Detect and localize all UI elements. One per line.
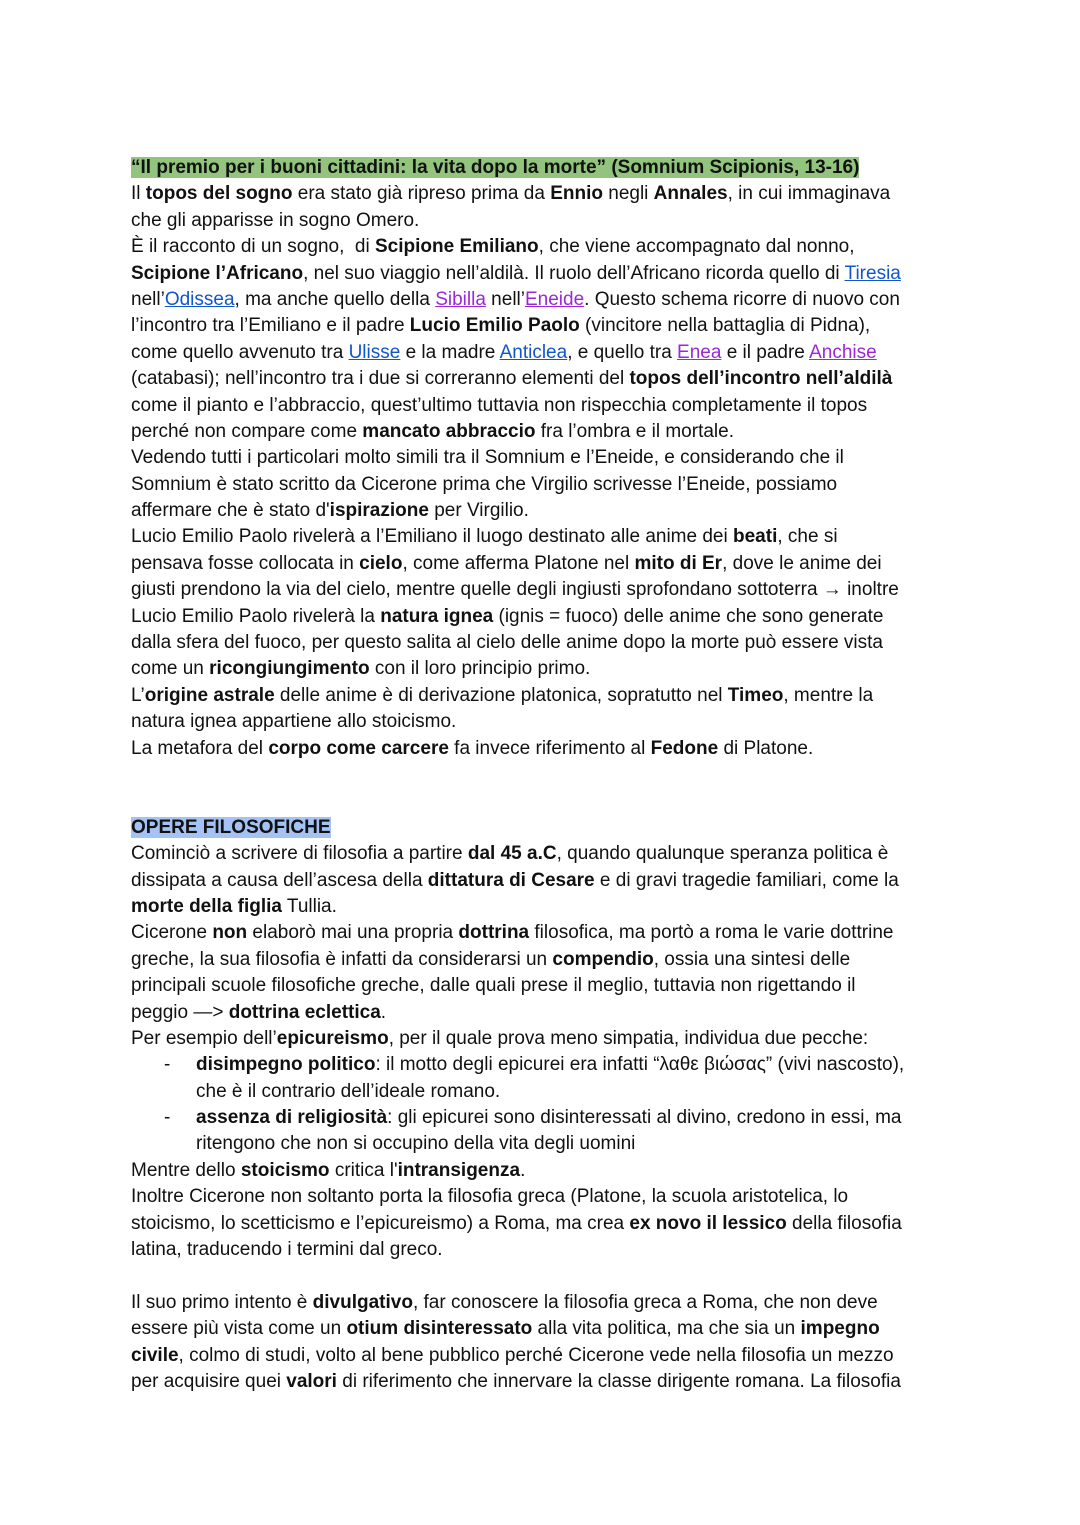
text: La metafora del — [131, 737, 269, 759]
text: , e quello tra — [567, 341, 678, 363]
text-line — [131, 524, 961, 550]
bold-text: Timeo — [727, 684, 784, 706]
text-line — [131, 234, 961, 260]
text: : il motto degli epicurei era infatti “λαθε βιώσας” (vivi nascosto), — [375, 1054, 905, 1076]
blank-line — [131, 762, 961, 788]
text: Inoltre Cicerone non soltanto porta la filosofia greca (Platone, la scuola aristotelica, lo — [131, 1186, 849, 1208]
text: , che si — [777, 526, 838, 548]
bold-text: intransigenza — [397, 1159, 521, 1181]
text: , mentre la — [783, 684, 874, 706]
text: . Questo schema ricorre di nuovo con — [584, 288, 900, 310]
list-bullet: - — [164, 1107, 171, 1129]
text-line — [131, 445, 961, 471]
text-line — [131, 181, 961, 207]
text: come il pianto e l’abbraccio, quest’ultimo tuttavia non rispecchia completamente il topos — [131, 394, 868, 416]
text: ritengono che non si occupino della vita degli uomini — [196, 1133, 636, 1155]
text: Cicerone — [131, 922, 213, 944]
text-line — [131, 1290, 961, 1316]
text: nell’ — [485, 288, 525, 310]
text-line — [131, 340, 961, 366]
text: stoicismo, lo scetticismo e l’epicureismo) a Roma, ma crea — [131, 1212, 630, 1234]
hyperlink[interactable]: Enea — [677, 341, 722, 363]
text-line — [131, 1026, 961, 1052]
bold-text: dal 45 a.C — [467, 843, 557, 865]
text: di riferimento che innervare la classe dirigente romana. La filosofia — [336, 1370, 901, 1392]
bold-text: Lucio Emilio Paolo — [409, 315, 580, 337]
bold-text: ricongiungimento — [209, 658, 370, 680]
bold-text: mancato abbraccio — [362, 420, 536, 442]
text: , nel suo viaggio nell’aldilà. Il ruolo dell’Africano ricorda quello di — [303, 262, 845, 284]
text-line — [131, 313, 961, 339]
text-line — [131, 1000, 961, 1026]
text: (catabasi); nell’incontro tra i due si correranno elementi del — [131, 368, 630, 390]
text: come quello avvenuto tra — [131, 341, 349, 363]
text-line — [131, 1158, 961, 1184]
text: latina, traducendo i termini dal greco. — [131, 1239, 443, 1261]
text-line — [131, 419, 961, 445]
hyperlink[interactable]: Anticlea — [499, 341, 568, 363]
bold-text: dottrina eclettica — [228, 1001, 381, 1023]
text-line — [131, 947, 961, 973]
text-line — [131, 1211, 961, 1237]
text-line — [131, 841, 961, 867]
text: Somnium è stato scritto da Cicerone prima che Virgilio scrivesse l’Eneide, possiamo — [131, 473, 838, 495]
bold-text: cielo — [359, 552, 403, 574]
text: e il padre — [721, 341, 810, 363]
text: natura ignea appartiene allo stoicismo. — [131, 711, 457, 733]
bold-text: non — [212, 922, 248, 944]
text: critica l' — [329, 1159, 398, 1181]
hyperlink[interactable]: Tiresia — [844, 262, 901, 284]
text: pensava fosse collocata in — [131, 552, 360, 574]
text-line — [131, 1316, 961, 1342]
text: , in cui immaginava — [727, 183, 891, 205]
text: Il — [131, 183, 146, 205]
bold-text: Annales — [653, 183, 728, 205]
text-line — [131, 498, 961, 524]
text: filosofica, ma portò a roma le varie dottrine — [529, 922, 894, 944]
blank-line — [131, 788, 961, 814]
text: dissipata a causa dell’ascesa della — [131, 869, 428, 891]
text: alla vita politica, ma che sia un — [532, 1318, 801, 1340]
list-item-line — [131, 1131, 961, 1157]
text: (vincitore nella battaglia di Pidna), — [579, 315, 871, 337]
text: , come afferma Platone nel — [402, 552, 635, 574]
text: Tullia. — [281, 895, 337, 917]
text: peggio —> — [131, 1001, 229, 1023]
bold-text: valori — [286, 1370, 337, 1392]
text: , che viene accompagnato dal nonno, — [538, 236, 855, 258]
hyperlink[interactable]: Odissea — [164, 288, 235, 310]
bold-text: Ennio — [550, 183, 603, 205]
bold-text: topos dell’incontro nell’aldilà — [629, 368, 893, 390]
text-line — [131, 683, 961, 709]
blank-line — [131, 1263, 961, 1289]
text: e la madre — [400, 341, 500, 363]
text: essere più vista come un — [131, 1318, 347, 1340]
text-line — [131, 920, 961, 946]
text: negli — [602, 183, 654, 205]
text-line — [131, 868, 961, 894]
hyperlink[interactable]: Ulisse — [348, 341, 401, 363]
bold-text: compendio — [552, 948, 654, 970]
text: delle anime è di derivazione platonica, sopratutto nel — [274, 684, 728, 706]
text: giusti prendono la via del cielo, mentre quelle degli ingiusti sprofondano sottoterra → inoltre — [131, 579, 899, 601]
text-line — [131, 604, 961, 630]
text: e di gravi tragedie familiari, come la — [594, 869, 899, 891]
text: , per il quale prova meno simpatia, individua due pecche: — [388, 1027, 869, 1049]
bold-text: dittatura di Cesare — [427, 869, 595, 891]
text: , ma anche quello della — [234, 288, 436, 310]
list-item-line — [131, 1105, 961, 1131]
text: . — [380, 1001, 387, 1023]
bold-text: natura ignea — [380, 605, 494, 627]
text-line — [131, 551, 961, 577]
document-page — [131, 155, 961, 1395]
text: per Virgilio. — [428, 500, 529, 522]
hyperlink[interactable]: Anchise — [809, 341, 877, 363]
bold-text: morte della figlia — [131, 895, 282, 917]
bold-text: dottrina — [458, 922, 530, 944]
bold-text: otium disinteressato — [346, 1318, 533, 1340]
text: con il loro principio primo. — [369, 658, 591, 680]
text: L’ — [131, 684, 145, 706]
bold-text: stoicismo — [240, 1159, 330, 1181]
text-line — [131, 1184, 961, 1210]
bold-text: Scipione l’Africano — [131, 262, 304, 284]
text-line — [131, 393, 961, 419]
text-line — [131, 973, 961, 999]
text: Vedendo tutti i particolari molto simili tra il Somnium e l’Eneide, e considerando che il — [131, 447, 844, 469]
bold-text: divulgativo — [312, 1291, 413, 1313]
text: Lucio Emilio Paolo rivelerà la — [131, 605, 381, 627]
text: fra l’ombra e il mortale. — [535, 420, 734, 442]
text: era stato già ripreso prima da — [292, 183, 551, 205]
text-line — [131, 815, 961, 841]
text: perché non compare come — [131, 420, 363, 442]
text-line — [131, 630, 961, 656]
text: Il suo primo intento è — [131, 1291, 313, 1313]
text: , far conoscere la filosofia greca a Roma, che non deve — [412, 1291, 878, 1313]
text: di Platone. — [718, 737, 814, 759]
list-item-line — [131, 1079, 961, 1105]
list-item-line — [131, 1052, 961, 1078]
bold-text: corpo come carcere — [268, 737, 449, 759]
text-line — [131, 155, 961, 181]
text: dalla sfera del fuoco, per questo salita al cielo delle anime dopo la morte può essere vista — [131, 632, 883, 654]
text: Per esempio dell’ — [131, 1027, 277, 1049]
text: per acquisire quei — [131, 1370, 287, 1392]
text-line — [131, 1343, 961, 1369]
bold-text: epicureismo — [276, 1027, 389, 1049]
hyperlink[interactable]: Sibilla — [435, 288, 486, 310]
section-heading: OPERE FILOSOFICHE — [131, 816, 331, 838]
section-heading: “Il premio per i buoni cittadini: la vita dopo la morte” (Somnium Scipionis, 13-16) — [131, 157, 860, 178]
list-bullet: - — [164, 1054, 171, 1076]
text: della filosofia — [786, 1212, 902, 1234]
text: , quando qualunque speranza politica è — [556, 843, 889, 865]
text: (ignis = fuoco) delle anime che sono generate — [493, 605, 884, 627]
text: elaborò mai una propria — [247, 922, 459, 944]
text: Mentre dello — [131, 1159, 241, 1181]
text-line — [131, 208, 961, 234]
bold-text: civile — [131, 1344, 179, 1366]
text-line — [131, 736, 961, 762]
text-line — [131, 1369, 961, 1395]
bold-text: topos del sogno — [145, 183, 293, 205]
hyperlink[interactable]: Eneide — [524, 288, 585, 310]
bold-text: ispirazione — [329, 500, 429, 522]
bold-text: assenza di religiosità — [196, 1107, 388, 1129]
text: come un — [131, 658, 210, 680]
bold-text: Scipione Emiliano — [374, 236, 539, 258]
text: che è il contrario dell’ideale romano. — [196, 1080, 501, 1102]
text: , ossia una sintesi delle — [653, 948, 851, 970]
text: greche, la sua filosofia è infatti da considerarsi un — [131, 948, 553, 970]
text: È il racconto di un sogno, di — [131, 236, 375, 258]
bold-text: ex novo il lessico — [629, 1212, 787, 1234]
text-line — [131, 261, 961, 287]
text: l’incontro tra l’Emiliano e il padre — [131, 315, 410, 337]
text-line — [131, 577, 961, 603]
text-line — [131, 709, 961, 735]
bold-text: beati — [733, 526, 778, 548]
text-line — [131, 894, 961, 920]
text: che gli apparisse in sogno Omero. — [131, 209, 420, 231]
text-line — [131, 472, 961, 498]
text: : gli epicurei sono disinteressati al divino, credono in essi, ma — [387, 1107, 902, 1129]
text: Cominciò a scrivere di filosofia a partire — [131, 843, 468, 865]
text: principali scuole filosofiche greche, dalle quali prese il meglio, tuttavia non rigettando il — [131, 975, 856, 997]
text-line — [131, 366, 961, 392]
text: . — [520, 1159, 526, 1181]
bold-text: origine astrale — [144, 684, 275, 706]
bold-text: mito di Er — [634, 552, 723, 574]
text-line — [131, 656, 961, 682]
text: Lucio Emilio Paolo rivelerà a l’Emiliano il luogo destinato alle anime dei — [131, 526, 733, 548]
bold-text: impegno — [800, 1318, 880, 1340]
bold-text: disimpegno politico — [196, 1054, 376, 1076]
text: , dove le anime dei — [722, 552, 882, 574]
text: nell’ — [131, 288, 165, 310]
text: fa invece riferimento al — [448, 737, 651, 759]
text: , colmo di studi, volto al bene pubblico perché Cicerone vede nella filosofia un mezzo — [178, 1344, 894, 1366]
bold-text: Fedone — [650, 737, 719, 759]
text-line — [131, 287, 961, 313]
text-line — [131, 1237, 961, 1263]
text: affermare che è stato d' — [131, 500, 330, 522]
